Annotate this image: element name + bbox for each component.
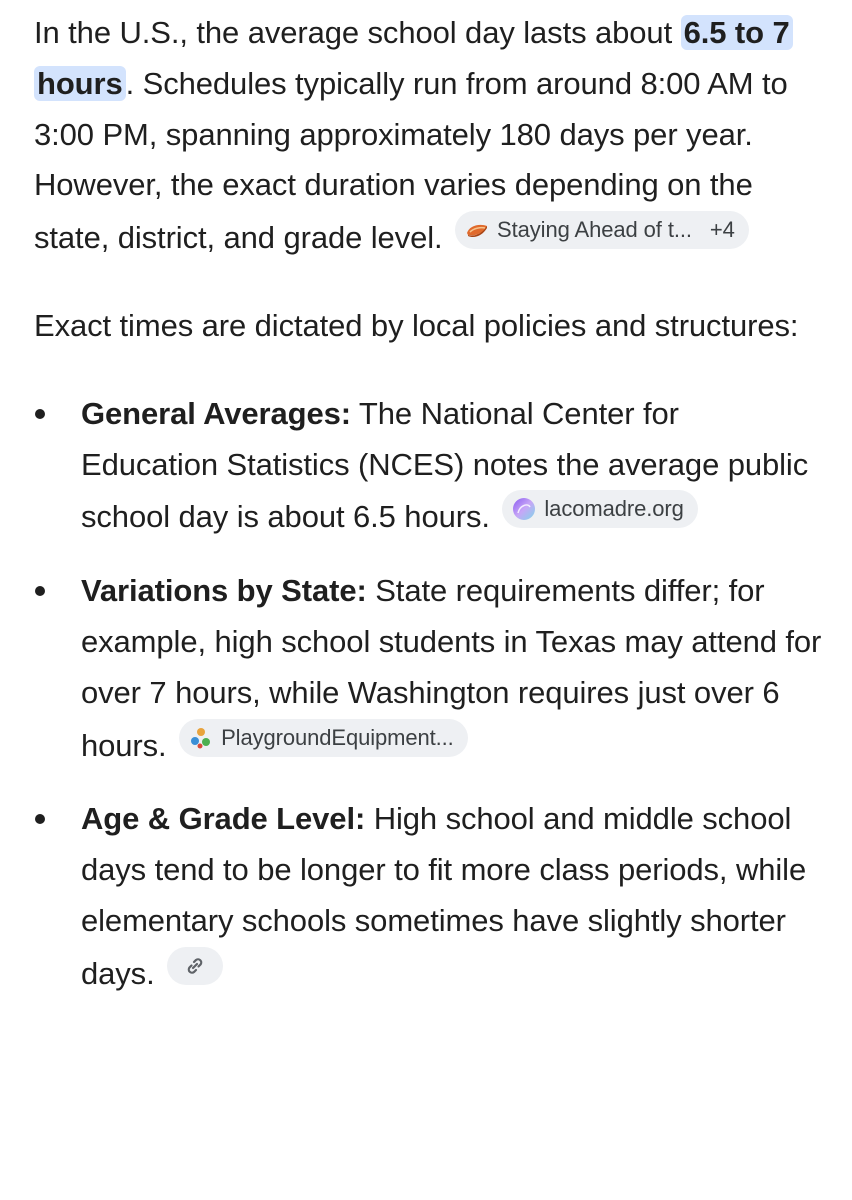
bullet-dot — [35, 586, 45, 596]
ai-answer-content — [34, 8, 824, 1171]
bullet-text: High school and middle school days tend to be longer to fit more class periods, while elementary schools sometimes have slightly shorter days. — [81, 801, 807, 991]
bullet-dot — [35, 814, 45, 824]
lead-in-paragraph: Exact times are dictated by local policies and structures: — [34, 307, 799, 343]
swirl-favicon-icon — [512, 497, 536, 521]
bullet-list — [34, 389, 824, 1000]
bullet-term: Age & Grade Level: — [81, 801, 366, 837]
list-item — [34, 389, 824, 543]
source-chip-staying-ahead[interactable] — [455, 211, 749, 249]
bullet-text: State requirements differ; for example, high school students in Texas may attend for over 7 hours, while Washington requires just over 6 hours. — [81, 573, 822, 763]
source-chip-label: Staying Ahead of t... — [497, 217, 692, 243]
highlighted-answer[interactable]: 6.5 to 7 hours — [34, 15, 793, 101]
list-item — [34, 566, 824, 771]
pie-favicon-icon — [465, 218, 489, 242]
source-chip-more-count: +4 — [709, 217, 735, 243]
source-chip-label: PlaygroundEquipment... — [221, 724, 454, 750]
bullet-term: General Averages: — [81, 395, 351, 431]
bullet-term: Variations by State: — [81, 573, 367, 609]
source-chip-lacomadre[interactable] — [502, 490, 697, 528]
intro-text-before: In the U.S., the average school day lasts about — [34, 15, 681, 50]
playground-favicon-icon — [189, 726, 213, 750]
bullet-dot — [35, 409, 45, 419]
source-chip-playground[interactable] — [179, 719, 468, 757]
source-chip-label: lacomadre.org — [544, 496, 684, 522]
source-link-chip[interactable] — [167, 947, 223, 985]
list-item — [34, 794, 824, 999]
intro-paragraph — [34, 8, 824, 264]
link-icon — [183, 954, 207, 978]
bullet-text: The National Center for Education Statistics (NCES) notes the average public school day is about 6.5 hours. — [81, 395, 809, 535]
intro-text-after: . Schedules typically run from around 8:00 AM to 3:00 PM, spanning approximately 180 days per year. However, the exact duration varies depending on the state, district, and grade level. — [34, 65, 788, 256]
